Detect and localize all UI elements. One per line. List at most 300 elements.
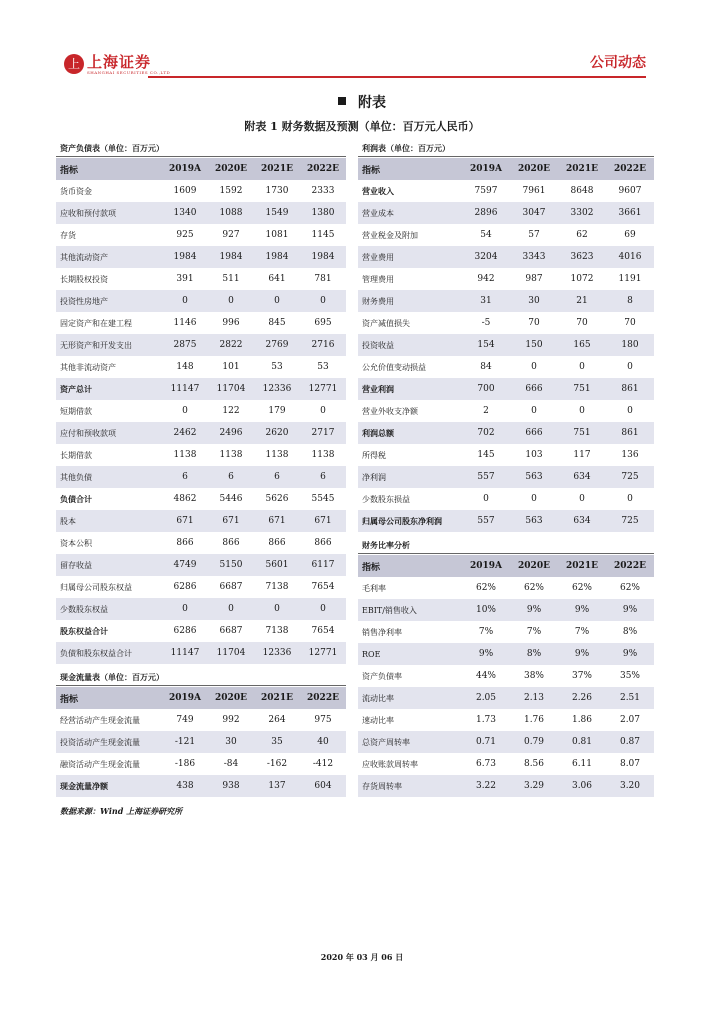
column-header-year: 2019A bbox=[162, 687, 208, 709]
cell-value: 38% bbox=[523, 671, 544, 681]
row-label: 长期股权投资 bbox=[60, 274, 108, 284]
cell-value: 6 bbox=[300, 466, 346, 488]
income-statement-rule bbox=[358, 156, 654, 157]
cell-value: 5601 bbox=[254, 554, 300, 576]
table-caption: 附表 1 财务数据及预测（单位：百万元人民币） bbox=[244, 120, 480, 133]
table-row bbox=[358, 709, 654, 731]
cell-value: 511 bbox=[222, 274, 240, 284]
cell-value: 12771 bbox=[300, 378, 346, 400]
cell-value: 3661 bbox=[606, 202, 654, 224]
row-label: 经营活动产生现金流量 bbox=[60, 715, 140, 725]
row-label: 应付和预收款项 bbox=[56, 422, 162, 444]
cell-value: 9% bbox=[606, 599, 654, 621]
cell-value: 1.76 bbox=[523, 715, 545, 725]
cell-value: 0.87 bbox=[606, 731, 654, 753]
table-row bbox=[358, 290, 654, 312]
cell-value: 35 bbox=[254, 731, 300, 753]
cell-value: 1984 bbox=[300, 246, 346, 268]
column-header-year: 2020E bbox=[208, 158, 254, 180]
cell-value: 6117 bbox=[300, 554, 346, 576]
table-row bbox=[56, 598, 346, 620]
column-header-indicator: 指标 bbox=[358, 158, 462, 180]
row-label: 存货周转率 bbox=[358, 775, 462, 797]
row-label: 无形资产和开发支出 bbox=[56, 334, 162, 356]
column-header-year: 2020E bbox=[510, 555, 558, 577]
column-header-indicator: 指标 bbox=[358, 555, 462, 577]
square-bullet-icon bbox=[338, 97, 346, 105]
section-title-text: 附表 bbox=[358, 95, 386, 111]
cell-value: 70 bbox=[528, 318, 540, 328]
cell-value: 6687 bbox=[219, 582, 243, 592]
cell-value: 0 bbox=[162, 598, 208, 620]
column-header-year: 2022E bbox=[606, 555, 654, 577]
cell-value: 0 bbox=[208, 290, 254, 312]
cell-value: 866 bbox=[314, 538, 332, 548]
cell-value: 53 bbox=[317, 362, 329, 372]
cell-value: 2.51 bbox=[606, 687, 654, 709]
cell-value: 1984 bbox=[208, 246, 254, 268]
cell-value: 557 bbox=[462, 510, 510, 532]
row-label: 少数股东损益 bbox=[362, 494, 410, 504]
cell-value: 40 bbox=[300, 731, 346, 753]
cell-value: 781 bbox=[314, 274, 332, 284]
row-label: 营业成本 bbox=[358, 202, 462, 224]
cell-value: 11704 bbox=[208, 642, 254, 664]
cell-value: 70 bbox=[576, 318, 588, 328]
row-label: 应收账款周转率 bbox=[362, 759, 418, 769]
cell-value: 942 bbox=[477, 274, 495, 284]
row-label: 投资活动产生现金流量 bbox=[56, 731, 162, 753]
cell-value: 604 bbox=[300, 775, 346, 797]
table-row bbox=[358, 268, 654, 290]
row-label: 存货 bbox=[60, 230, 76, 240]
table-row bbox=[358, 731, 654, 753]
cell-value: 3.29 bbox=[510, 775, 558, 797]
cell-value: 0 bbox=[531, 406, 537, 416]
cell-value: 1138 bbox=[219, 450, 243, 460]
cell-value: 3204 bbox=[462, 246, 510, 268]
cell-value: 2.13 bbox=[510, 687, 558, 709]
cell-value: 62 bbox=[576, 230, 588, 240]
table-row bbox=[56, 709, 346, 731]
cell-value: 8.56 bbox=[523, 759, 545, 769]
cell-value: 0 bbox=[579, 494, 585, 504]
cell-value: 1.86 bbox=[571, 715, 593, 725]
cell-value: 7138 bbox=[265, 626, 289, 636]
cell-value: 1088 bbox=[208, 202, 254, 224]
cell-value: 1191 bbox=[618, 274, 642, 284]
table-row bbox=[358, 753, 654, 775]
cell-value: 31 bbox=[462, 290, 510, 312]
cell-value: 557 bbox=[462, 466, 510, 488]
table-row bbox=[358, 466, 654, 488]
cell-value: 700 bbox=[462, 378, 510, 400]
column-header-year: 2020E bbox=[510, 158, 558, 180]
cell-value: 749 bbox=[176, 715, 194, 725]
cell-value: 866 bbox=[268, 538, 286, 548]
row-label: 管理费用 bbox=[362, 274, 394, 284]
cell-value: 1549 bbox=[254, 202, 300, 224]
cell-value: 2496 bbox=[208, 422, 254, 444]
row-label: 利润总额 bbox=[358, 422, 462, 444]
cell-value: 725 bbox=[606, 510, 654, 532]
table-row bbox=[56, 466, 346, 488]
cell-value: 0 bbox=[579, 362, 585, 372]
table-row bbox=[56, 422, 346, 444]
cell-value: 165 bbox=[558, 334, 606, 356]
table-row bbox=[358, 422, 654, 444]
cell-value: 671 bbox=[300, 510, 346, 532]
cell-value: 5446 bbox=[219, 494, 243, 504]
cell-value: 9% bbox=[606, 643, 654, 665]
column-header-year: 2021E bbox=[254, 158, 300, 180]
data-source-note: 数据来源：Wind 上海证券研究所 bbox=[60, 806, 183, 816]
cell-value: 671 bbox=[162, 510, 208, 532]
cell-value: 35% bbox=[619, 671, 640, 681]
cell-value: 7% bbox=[478, 627, 494, 637]
row-label: 股东权益合计 bbox=[60, 625, 108, 636]
table-row bbox=[358, 202, 654, 224]
cell-value: 11147 bbox=[162, 642, 208, 664]
cell-value: 0 bbox=[162, 290, 208, 312]
table-row bbox=[358, 621, 654, 643]
row-label: 归属母公司股东净利润 bbox=[358, 510, 462, 532]
cell-value: 0 bbox=[531, 362, 537, 372]
row-label: 固定资产和在建工程 bbox=[60, 318, 132, 328]
income-statement-table bbox=[358, 158, 654, 532]
cell-value: 641 bbox=[268, 274, 286, 284]
cell-value: 122 bbox=[222, 406, 240, 416]
row-label: 资产减值损失 bbox=[362, 318, 410, 328]
cell-value: 975 bbox=[314, 715, 332, 725]
cell-value: 154 bbox=[462, 334, 510, 356]
table-row bbox=[358, 334, 654, 356]
cell-value: 2875 bbox=[162, 334, 208, 356]
cell-value: 0 bbox=[627, 406, 633, 416]
cell-value: 861 bbox=[606, 422, 654, 444]
cell-value: 148 bbox=[176, 362, 194, 372]
cell-value: 8 bbox=[606, 290, 654, 312]
cell-value: 30 bbox=[208, 731, 254, 753]
ratio-analysis-rule bbox=[358, 553, 654, 554]
table-row bbox=[358, 444, 654, 466]
cell-value: 671 bbox=[208, 510, 254, 532]
cell-value: 62% bbox=[571, 583, 592, 593]
table-row bbox=[56, 334, 346, 356]
cell-value: 0 bbox=[627, 362, 633, 372]
cell-value: 0 bbox=[182, 406, 188, 416]
column-header-year: 2019A bbox=[462, 555, 510, 577]
cell-value: 30 bbox=[510, 290, 558, 312]
cell-value: 563 bbox=[510, 510, 558, 532]
cell-value: 1.73 bbox=[475, 715, 497, 725]
cell-value: 12771 bbox=[300, 642, 346, 664]
row-label: 流动比率 bbox=[358, 687, 462, 709]
cell-value: 5626 bbox=[265, 494, 289, 504]
cell-value: 0 bbox=[300, 598, 346, 620]
section-title bbox=[0, 92, 724, 112]
cell-value: -5 bbox=[481, 318, 491, 328]
table-row bbox=[358, 180, 654, 202]
cell-value: 1081 bbox=[265, 230, 289, 240]
cell-value: 1730 bbox=[265, 186, 289, 196]
column-header-indicator: 指标 bbox=[56, 687, 162, 709]
cell-value: 938 bbox=[208, 775, 254, 797]
cell-value: 7654 bbox=[311, 582, 335, 592]
cell-value: 666 bbox=[510, 378, 558, 400]
cell-value: 2462 bbox=[162, 422, 208, 444]
cell-value: 927 bbox=[222, 230, 240, 240]
cell-value: 391 bbox=[176, 274, 194, 284]
column-header-year: 2019A bbox=[162, 158, 208, 180]
cell-value: 987 bbox=[525, 274, 543, 284]
table-row bbox=[358, 488, 654, 510]
table-row bbox=[56, 312, 346, 334]
table-row bbox=[358, 400, 654, 422]
income-statement-title: 利润表（单位：百万元） bbox=[362, 143, 450, 153]
cell-value: 9% bbox=[558, 599, 606, 621]
cell-value: -84 bbox=[223, 759, 239, 769]
cell-value: 0.79 bbox=[510, 731, 558, 753]
row-label: 资本公积 bbox=[60, 538, 92, 548]
cell-value: 751 bbox=[558, 378, 606, 400]
logo-name: 上海证券 bbox=[87, 53, 152, 71]
cell-value: 62% bbox=[619, 583, 640, 593]
cell-value: 1984 bbox=[162, 246, 208, 268]
column-header-year: 2021E bbox=[254, 687, 300, 709]
cell-value: 10% bbox=[462, 599, 510, 621]
column-header-year: 2020E bbox=[208, 687, 254, 709]
row-label: ROE bbox=[358, 643, 462, 665]
row-label: 现金流量净额 bbox=[56, 775, 162, 797]
table-row bbox=[56, 753, 346, 775]
cell-value: 3047 bbox=[510, 202, 558, 224]
cell-value: 0.81 bbox=[558, 731, 606, 753]
row-label: EBIT/销售收入 bbox=[358, 599, 462, 621]
table-row bbox=[56, 202, 346, 224]
row-label: 投资收益 bbox=[358, 334, 462, 356]
cell-value: 53 bbox=[271, 362, 283, 372]
row-label: 短期借款 bbox=[60, 406, 92, 416]
column-header-year: 2022E bbox=[300, 687, 346, 709]
table-row bbox=[56, 775, 346, 797]
column-header-year: 2021E bbox=[558, 158, 606, 180]
cell-value: 751 bbox=[558, 422, 606, 444]
logo-subtitle: SHANGHAI SECURITIES CO.,LTD bbox=[87, 70, 171, 75]
cell-value: 634 bbox=[558, 510, 606, 532]
cell-value: 671 bbox=[254, 510, 300, 532]
balance-sheet-title: 资产负债表（单位：百万元） bbox=[60, 143, 164, 153]
row-label: 融资活动产生现金流量 bbox=[60, 759, 140, 769]
cell-value: 6286 bbox=[173, 582, 197, 592]
cell-value: 1138 bbox=[265, 450, 289, 460]
table-header-row bbox=[56, 158, 346, 180]
cashflow-rule bbox=[56, 685, 346, 686]
cell-value: 12336 bbox=[254, 378, 300, 400]
cell-value: 11704 bbox=[208, 378, 254, 400]
cell-value: 5545 bbox=[311, 494, 335, 504]
cell-value: 137 bbox=[254, 775, 300, 797]
row-label: 负债和股东权益合计 bbox=[56, 642, 162, 664]
cell-value: 3343 bbox=[510, 246, 558, 268]
row-label: 营业税金及附加 bbox=[362, 230, 418, 240]
cell-value: 0 bbox=[254, 598, 300, 620]
cell-value: 666 bbox=[510, 422, 558, 444]
table-row bbox=[56, 378, 346, 400]
cell-value: 6286 bbox=[173, 626, 197, 636]
cell-value: 1380 bbox=[300, 202, 346, 224]
cell-value: 0 bbox=[531, 494, 537, 504]
table-row bbox=[358, 224, 654, 246]
cell-value: 3.06 bbox=[558, 775, 606, 797]
table-row bbox=[358, 687, 654, 709]
cell-value: 0.71 bbox=[462, 731, 510, 753]
cell-value: 992 bbox=[222, 715, 240, 725]
cell-value: 84 bbox=[480, 362, 492, 372]
row-label: 应收和预付款项 bbox=[56, 202, 162, 224]
cell-value: 2769 bbox=[254, 334, 300, 356]
row-label: 毛利率 bbox=[362, 583, 386, 593]
cell-value: 0 bbox=[254, 290, 300, 312]
row-label: 留存收益 bbox=[56, 554, 162, 576]
table-row bbox=[56, 400, 346, 422]
table-row bbox=[358, 356, 654, 378]
row-label: 财务费用 bbox=[358, 290, 462, 312]
cell-value: 103 bbox=[525, 450, 543, 460]
table-row bbox=[56, 180, 346, 202]
cell-value: 9% bbox=[558, 643, 606, 665]
table-row bbox=[358, 312, 654, 334]
cell-value: 6.11 bbox=[571, 759, 593, 769]
row-label: 净利润 bbox=[358, 466, 462, 488]
cell-value: 5150 bbox=[208, 554, 254, 576]
cell-value: 0 bbox=[483, 494, 489, 504]
cell-value: 725 bbox=[606, 466, 654, 488]
column-header-year: 2021E bbox=[558, 555, 606, 577]
row-label: 营业利润 bbox=[358, 378, 462, 400]
column-header-year: 2022E bbox=[300, 158, 346, 180]
table-row bbox=[56, 290, 346, 312]
table-header-row bbox=[358, 158, 654, 180]
cell-value: 62% bbox=[523, 583, 544, 593]
cell-value: -162 bbox=[266, 759, 288, 769]
table-row bbox=[56, 268, 346, 290]
row-label: 长期借款 bbox=[60, 450, 92, 460]
cell-value: -186 bbox=[174, 759, 196, 769]
footer-date: 2020 年 03 月 06 日 bbox=[320, 952, 404, 962]
cell-value: 1984 bbox=[254, 246, 300, 268]
cell-value: 2333 bbox=[311, 186, 335, 196]
cell-value: 11147 bbox=[162, 378, 208, 400]
table-row bbox=[358, 775, 654, 797]
cell-value: 4016 bbox=[606, 246, 654, 268]
cell-value: 136 bbox=[621, 450, 639, 460]
cell-value: 4749 bbox=[162, 554, 208, 576]
cell-value: 8% bbox=[622, 627, 638, 637]
cell-value: 2717 bbox=[300, 422, 346, 444]
cell-value: 1072 bbox=[570, 274, 594, 284]
table-row bbox=[56, 576, 346, 598]
cell-value: 1609 bbox=[173, 186, 197, 196]
table-header-row bbox=[56, 687, 346, 709]
cell-value: 563 bbox=[510, 466, 558, 488]
cell-value: 695 bbox=[314, 318, 332, 328]
logo-emblem-icon: 上 bbox=[64, 54, 84, 74]
cell-value: 37% bbox=[571, 671, 592, 681]
cell-value: 8.07 bbox=[619, 759, 641, 769]
cell-value: 2896 bbox=[462, 202, 510, 224]
cell-value: 9% bbox=[462, 643, 510, 665]
table-row bbox=[358, 510, 654, 532]
row-label: 销售净利率 bbox=[362, 627, 402, 637]
cell-value: 6.73 bbox=[475, 759, 497, 769]
table-row bbox=[358, 665, 654, 687]
cell-value: 21 bbox=[558, 290, 606, 312]
column-header-indicator: 指标 bbox=[56, 158, 162, 180]
cell-value: 1146 bbox=[173, 318, 197, 328]
cell-value: 12336 bbox=[254, 642, 300, 664]
column-header-year: 2019A bbox=[462, 158, 510, 180]
cell-value: 7% bbox=[574, 627, 590, 637]
header-rule bbox=[148, 76, 646, 78]
row-label: 归属母公司股东权益 bbox=[60, 582, 132, 592]
cell-value: 3302 bbox=[558, 202, 606, 224]
ratio-analysis-title: 财务比率分析 bbox=[362, 540, 410, 550]
table-row bbox=[56, 532, 346, 554]
cell-value: 69 bbox=[624, 230, 636, 240]
cell-value: 1138 bbox=[311, 450, 335, 460]
column-header-year: 2022E bbox=[606, 158, 654, 180]
cell-value: 9607 bbox=[618, 186, 642, 196]
table-row bbox=[56, 224, 346, 246]
cell-value: 180 bbox=[606, 334, 654, 356]
cell-value: 7597 bbox=[474, 186, 498, 196]
cell-value: 4862 bbox=[173, 494, 197, 504]
cell-value: -121 bbox=[162, 731, 208, 753]
row-label: 所得税 bbox=[362, 450, 386, 460]
cell-value: 0 bbox=[320, 406, 326, 416]
row-label: 公允价值变动损益 bbox=[362, 362, 426, 372]
row-label: 股本 bbox=[56, 510, 162, 532]
cell-value: 6 bbox=[208, 466, 254, 488]
cell-value: 845 bbox=[268, 318, 286, 328]
cell-value: 2620 bbox=[254, 422, 300, 444]
row-label: 营业外收支净额 bbox=[362, 406, 418, 416]
cell-value: 9% bbox=[510, 599, 558, 621]
table-row bbox=[358, 577, 654, 599]
row-label: 其他负债 bbox=[56, 466, 162, 488]
table-row bbox=[358, 246, 654, 268]
cell-value: -412 bbox=[312, 759, 334, 769]
row-label: 其他流动资产 bbox=[56, 246, 162, 268]
row-label: 其他非流动资产 bbox=[60, 362, 116, 372]
cashflow-table bbox=[56, 687, 346, 797]
cell-value: 2716 bbox=[300, 334, 346, 356]
cell-value: 6 bbox=[162, 466, 208, 488]
row-label: 少数股东权益 bbox=[56, 598, 162, 620]
table-row bbox=[56, 488, 346, 510]
cell-value: 7138 bbox=[265, 582, 289, 592]
row-label: 总资产周转率 bbox=[358, 731, 462, 753]
cell-value: 7961 bbox=[522, 186, 546, 196]
cell-value: 1340 bbox=[162, 202, 208, 224]
balance-sheet-rule bbox=[56, 156, 346, 157]
cell-value: 2.26 bbox=[558, 687, 606, 709]
cell-value: 925 bbox=[176, 230, 194, 240]
cell-value: 7% bbox=[526, 627, 542, 637]
cell-value: 8648 bbox=[570, 186, 594, 196]
table-row bbox=[56, 642, 346, 664]
